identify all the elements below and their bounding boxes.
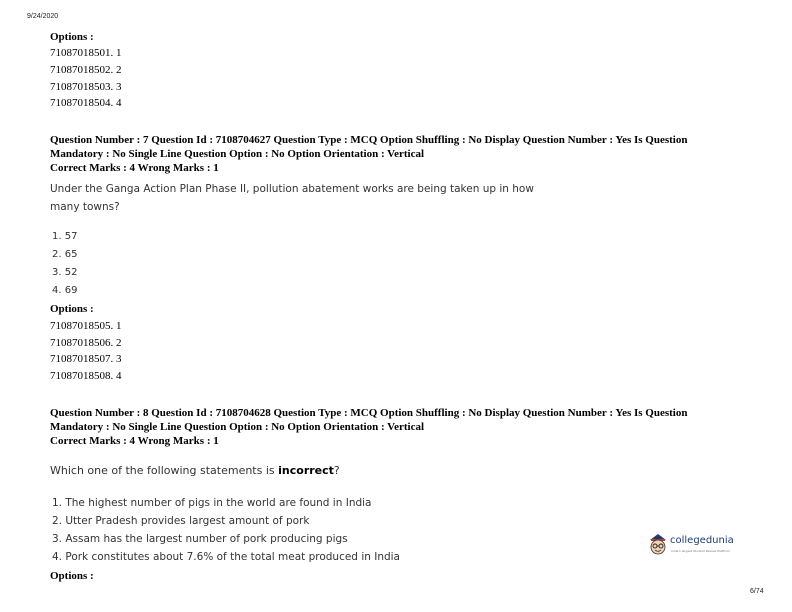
option-id: 71087018505. 1 <box>50 320 122 332</box>
option-id: 71087018502. 2 <box>50 64 122 76</box>
question-marks: Correct Marks : 4 Wrong Marks : 1 <box>50 435 219 447</box>
answer-choice: 1. 57 <box>52 231 78 242</box>
question-text-emphasis: incorrect <box>278 464 334 477</box>
answer-choice: 4. Pork constitutes about 7.6% of the total meat produced in India <box>52 551 400 563</box>
answer-choice: 4. 69 <box>52 285 78 296</box>
page-number: 6/74 <box>750 588 764 595</box>
mascot-icon <box>646 531 670 557</box>
answer-choice: 3. 52 <box>52 267 78 278</box>
question-text-prefix: Which one of the following statements is <box>50 464 279 477</box>
answer-choice: 2. 65 <box>52 249 78 260</box>
question-8-text <box>50 464 340 477</box>
option-id: 71087018506. 2 <box>50 337 122 349</box>
question-header-line: Question Number : 7 Question Id : 7108704627 Question Type : MCQ Option Shuffling : No Display Question Number : Yes Is Question <box>50 134 688 146</box>
option-id: 71087018501. 1 <box>50 47 122 59</box>
answer-choice: 2. Utter Pradesh provides largest amount of pork <box>52 515 310 527</box>
logo-wordmark: collegedunia <box>670 535 734 546</box>
answer-choice: 1. The highest number of pigs in the world are found in India <box>52 497 372 509</box>
question-text-suffix: ? <box>333 464 340 477</box>
question-7-header <box>50 133 750 175</box>
options-label: Options : <box>50 31 94 43</box>
question-7-text: Under the Ganga Action Plan Phase II, pollution abatement works are being taken up in how many towns? <box>50 183 534 213</box>
option-id: 71087018507. 3 <box>50 353 122 365</box>
option-id: 71087018503. 3 <box>50 81 122 93</box>
option-id: 71087018508. 4 <box>50 370 122 382</box>
logo-tagline: India's largest Student Review Platform <box>671 549 731 553</box>
answer-choice: 3. Assam has the largest number of pork producing pigs <box>52 533 348 545</box>
question-header-line: Question Number : 8 Question Id : 7108704628 Question Type : MCQ Option Shuffling : No Display Question Number : Yes Is Question <box>50 407 688 419</box>
print-date: 9/24/2020 <box>27 13 59 20</box>
collegedunia-logo <box>646 531 756 559</box>
question-header-line: Mandatory : No Single Line Question Option : No Option Orientation : Vertical <box>50 421 425 433</box>
options-label: Options : <box>50 303 94 315</box>
options-label: Options : <box>50 570 94 582</box>
question-marks: Correct Marks : 4 Wrong Marks : 1 <box>50 162 219 174</box>
option-id: 71087018504. 4 <box>50 97 122 109</box>
question-header-line: Mandatory : No Single Line Question Option : No Option Orientation : Vertical <box>50 148 425 160</box>
question-8-header <box>50 406 750 448</box>
